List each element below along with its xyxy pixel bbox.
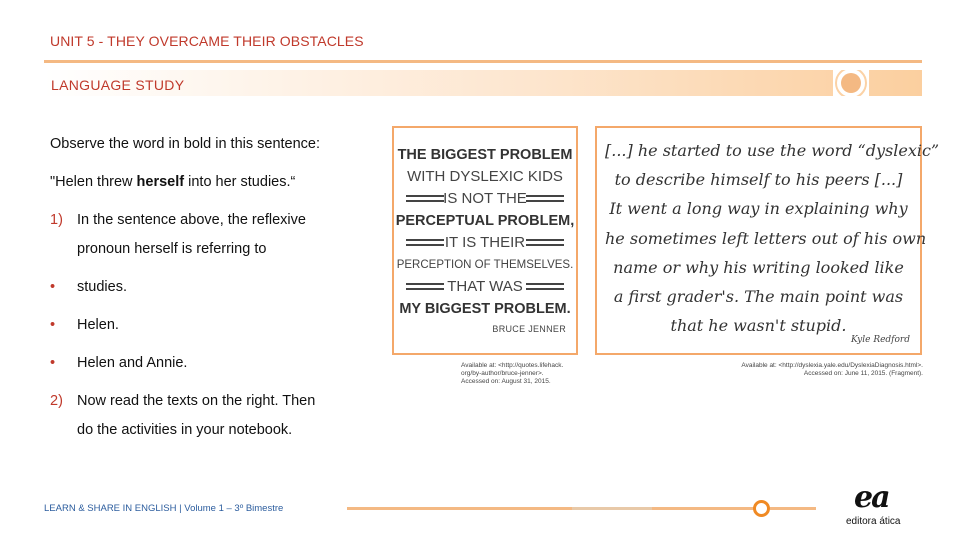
source-line: Available at: <http://quotes.lifehack. xyxy=(461,362,564,369)
quote-source xyxy=(723,362,923,378)
quote-line: It went a long way in explaining why xyxy=(609,199,908,219)
bullet-icon: • xyxy=(50,355,56,371)
question-text: In the sentence above, the reflexive xyxy=(77,212,306,228)
footer-text: LEARN & SHARE IN ENGLISH | Volume 1 – 3º Bimestre xyxy=(44,503,284,514)
source-line: Accessed on: August 31, 2015. xyxy=(461,378,551,385)
poster-line: WITH DYSLEXIC KIDS xyxy=(407,168,563,185)
poster-line: MY BIGGEST PROBLEM. xyxy=(399,301,571,317)
quote-line: he sometimes left letters out of his own xyxy=(605,228,927,248)
source-line: Available at: <http://dyslexia.yale.edu/DyslexiaDiagnosis.html>. xyxy=(741,362,923,369)
section-label: LANGUAGE STUDY xyxy=(51,77,185,93)
footer-divider xyxy=(347,507,757,510)
poster-quote xyxy=(394,144,576,334)
section-bar xyxy=(44,70,922,96)
sentence-start: "Helen threw xyxy=(50,174,137,190)
ring-icon xyxy=(753,500,770,517)
poster-line: IS NOT THE xyxy=(443,190,527,207)
intro-text: Observe the word in bold in this sentence: xyxy=(50,136,321,152)
bullet-icon: • xyxy=(50,279,56,295)
handwritten-quote xyxy=(605,136,940,340)
option-label: studies. xyxy=(77,279,127,295)
poster-line-framed xyxy=(394,276,576,298)
quote-line: that he wasn't stupid. xyxy=(670,316,847,336)
question-2 xyxy=(50,393,316,409)
divider-lines xyxy=(394,276,576,298)
question-text-continued: do the activities in your notebook. xyxy=(77,422,293,438)
quote-card xyxy=(595,126,940,355)
footer-divider-accent xyxy=(572,507,652,510)
publisher-logo xyxy=(846,482,912,532)
question-text: Now read the texts on the right. Then xyxy=(77,393,316,409)
poster-line-framed xyxy=(394,232,576,254)
poster-source xyxy=(461,362,563,386)
bullet-icon: • xyxy=(50,317,56,333)
quote-line: a first grader's. The main point was xyxy=(613,286,904,306)
question-number: 1) xyxy=(50,212,63,228)
footer-divider-end xyxy=(770,507,816,510)
logo-mark-icon: ea xyxy=(854,480,889,515)
option-label: Helen and Annie. xyxy=(77,355,188,371)
poster-line: PERCEPTUAL PROBLEM, xyxy=(395,213,575,229)
quote-author: Kyle Redford xyxy=(851,335,910,345)
header-divider xyxy=(44,60,922,63)
poster-line: IT IS THEIR xyxy=(444,234,526,251)
poster-line: THAT WAS xyxy=(447,278,523,295)
option-label: Helen. xyxy=(77,317,119,333)
bold-word: herself xyxy=(136,174,185,190)
poster-line: PERCEPTION OF THEMSELVES. xyxy=(396,259,574,271)
quote-line: [...] he started to use the word “dyslexic” xyxy=(605,141,940,160)
sentence-end: into her studies.“ xyxy=(184,174,296,190)
source-line: org/by-author/bruce-jenner>. xyxy=(461,370,544,377)
poster-card xyxy=(392,126,578,355)
logo-text: editora ática xyxy=(846,516,901,527)
poster-line: THE BIGGEST PROBLEM xyxy=(397,147,573,163)
divider-lines xyxy=(394,232,576,254)
example-sentence xyxy=(50,174,295,190)
quote-line: to describe himself to his peers [...] xyxy=(614,170,903,190)
question-text-continued: pronoun herself is referring to xyxy=(77,241,267,257)
source-line: Accessed on: June 11, 2015. (Fragment). xyxy=(803,370,923,377)
divider-lines xyxy=(394,188,576,210)
poster-line-framed xyxy=(394,188,576,210)
quote-line: name or why his writing looked like xyxy=(613,257,904,277)
question-1 xyxy=(50,212,306,228)
circle-decoration-icon xyxy=(833,70,869,96)
question-number: 2) xyxy=(50,393,63,409)
unit-title: UNIT 5 - THEY OVERCAME THEIR OBSTACLES xyxy=(50,33,364,49)
poster-author: BRUCE JENNER xyxy=(492,324,566,334)
